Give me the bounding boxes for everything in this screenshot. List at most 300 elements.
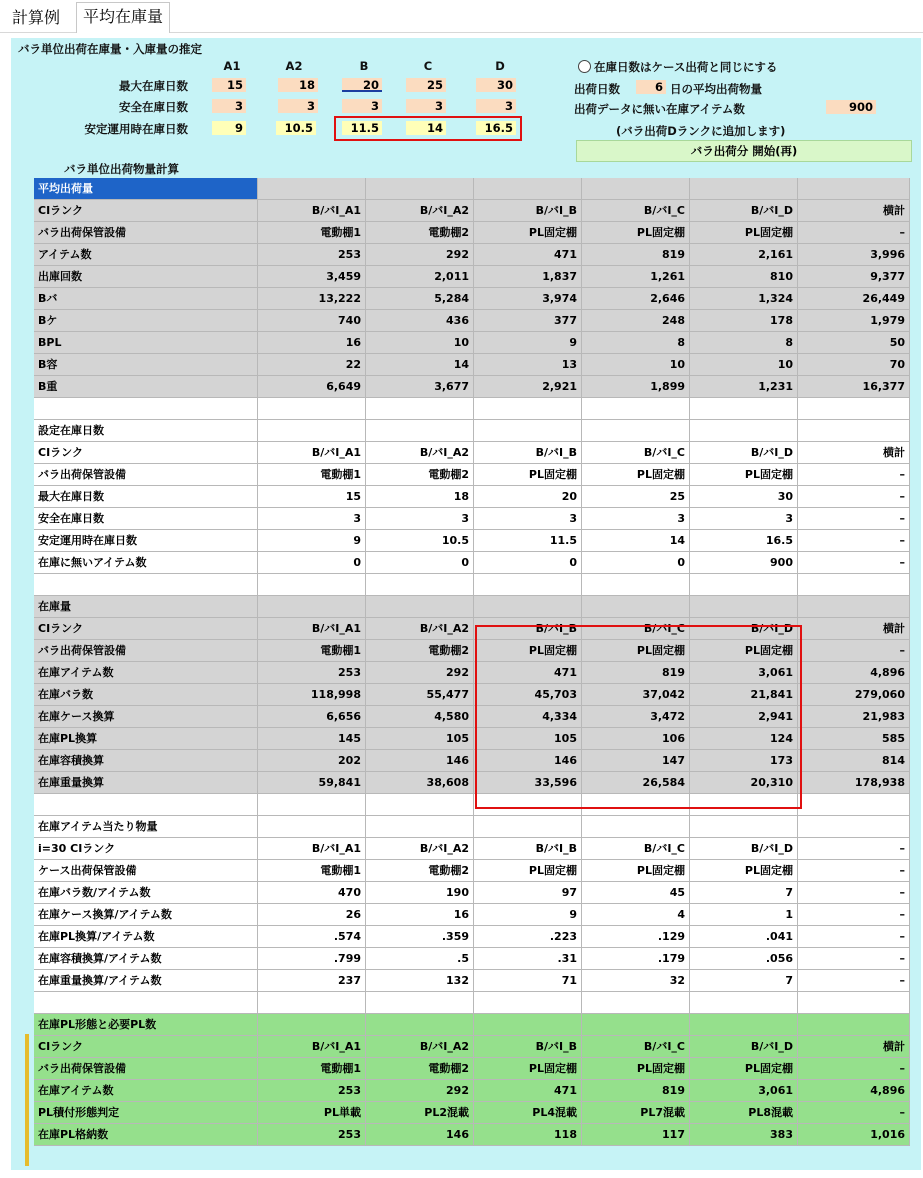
table-cell: .31 bbox=[474, 948, 582, 970]
table-cell: B/バI_A2 bbox=[366, 200, 474, 222]
table-row bbox=[34, 420, 910, 442]
table-cell: 118,998 bbox=[258, 684, 366, 706]
col-header-d: D bbox=[495, 59, 505, 73]
table-cell: – bbox=[798, 464, 910, 486]
table-row bbox=[34, 332, 910, 354]
table-cell: 248 bbox=[582, 310, 690, 332]
table-cell bbox=[582, 574, 690, 596]
table-cell: 45 bbox=[582, 882, 690, 904]
table-cell: 18 bbox=[366, 486, 474, 508]
table-cell bbox=[258, 398, 366, 420]
table-cell: 471 bbox=[474, 662, 582, 684]
table-cell: B/バI_D bbox=[690, 618, 798, 640]
table-cell: 電動棚1 bbox=[258, 860, 366, 882]
table-cell: PL固定棚 bbox=[474, 222, 582, 244]
table-cell bbox=[690, 1014, 798, 1036]
table-cell: – bbox=[798, 904, 910, 926]
table-cell: PL固定棚 bbox=[474, 464, 582, 486]
table-cell: B/バI_C bbox=[582, 442, 690, 464]
table-cell bbox=[258, 816, 366, 838]
table-cell: 147 bbox=[582, 750, 690, 772]
highlight-box-top bbox=[334, 116, 522, 141]
table-cell: 9 bbox=[258, 530, 366, 552]
table-cell: 50 bbox=[798, 332, 910, 354]
table-row bbox=[34, 442, 910, 464]
table-cell bbox=[798, 178, 910, 200]
table-cell: B/バI_A1 bbox=[258, 1036, 366, 1058]
table-cell: 45,703 bbox=[474, 684, 582, 706]
stable-days-d: 16.5 bbox=[476, 121, 516, 135]
table-cell: B/バI_D bbox=[690, 838, 798, 860]
table-cell: B/バI_A2 bbox=[366, 442, 474, 464]
table-row bbox=[34, 970, 910, 992]
max-days-a1[interactable]: 15 bbox=[212, 78, 246, 92]
table-row bbox=[34, 1124, 910, 1146]
table-cell bbox=[366, 816, 474, 838]
same-as-case-label: 在庫日数はケース出荷と同じにする bbox=[594, 60, 778, 74]
table-cell: 118 bbox=[474, 1124, 582, 1146]
table-cell: 3,472 bbox=[582, 706, 690, 728]
safety-days-c[interactable]: 3 bbox=[406, 99, 446, 113]
row-label-cell: 設定在庫日数 bbox=[34, 420, 258, 442]
table-cell: 電動棚1 bbox=[258, 1058, 366, 1080]
table-cell: 2,161 bbox=[690, 244, 798, 266]
row-label-cell bbox=[34, 992, 258, 1014]
safety-days-a1[interactable]: 3 bbox=[212, 99, 246, 113]
table-cell: 16 bbox=[366, 904, 474, 926]
table-cell: .223 bbox=[474, 926, 582, 948]
table-cell: 253 bbox=[258, 1080, 366, 1102]
table-cell: 13 bbox=[474, 354, 582, 376]
section-marker bbox=[25, 1034, 29, 1166]
table-cell: 9,377 bbox=[798, 266, 910, 288]
table-cell: 292 bbox=[366, 244, 474, 266]
table-cell: 20,310 bbox=[690, 772, 798, 794]
table-row bbox=[34, 948, 910, 970]
ship-days-suffix: 日の平均出荷物量 bbox=[670, 82, 762, 96]
table-cell bbox=[690, 574, 798, 596]
table-cell: B/バI_D bbox=[690, 200, 798, 222]
safety-days-d[interactable]: 3 bbox=[476, 99, 516, 113]
table-cell: – bbox=[798, 970, 910, 992]
tab-bar bbox=[0, 0, 923, 33]
table-cell: 横計 bbox=[798, 200, 910, 222]
table-cell: 6,649 bbox=[258, 376, 366, 398]
table-cell bbox=[690, 596, 798, 618]
table-cell: PL固定棚 bbox=[582, 640, 690, 662]
table-cell: 377 bbox=[474, 310, 582, 332]
table-cell: 32 bbox=[582, 970, 690, 992]
table-row bbox=[34, 882, 910, 904]
table-cell: 6,656 bbox=[258, 706, 366, 728]
table-row bbox=[34, 310, 910, 332]
row-label-cell: 出庫回数 bbox=[34, 266, 258, 288]
table-cell: 10.5 bbox=[366, 530, 474, 552]
max-days-b[interactable]: 20 bbox=[342, 78, 382, 92]
table-row bbox=[34, 574, 910, 596]
row-label-cell: 在庫重量換算/アイテム数 bbox=[34, 970, 258, 992]
table-cell bbox=[474, 574, 582, 596]
table-cell: .129 bbox=[582, 926, 690, 948]
table-row bbox=[34, 288, 910, 310]
table-cell: 4,896 bbox=[798, 1080, 910, 1102]
table-cell bbox=[474, 420, 582, 442]
bara-start-button[interactable]: バラ出荷分 開始(再) bbox=[576, 140, 912, 162]
table-cell bbox=[258, 596, 366, 618]
table-cell bbox=[690, 816, 798, 838]
table-cell: 3,974 bbox=[474, 288, 582, 310]
table-cell: PL固定棚 bbox=[582, 1058, 690, 1080]
table-cell: 292 bbox=[366, 1080, 474, 1102]
table-cell: B/バI_A1 bbox=[258, 200, 366, 222]
table-cell: – bbox=[798, 640, 910, 662]
table-cell: 146 bbox=[366, 750, 474, 772]
row-label-cell: 在庫ケース換算 bbox=[34, 706, 258, 728]
table-row bbox=[34, 376, 910, 398]
add-note: (バラ出荷Dランクに追加します) bbox=[616, 124, 786, 138]
table-cell: B/バI_D bbox=[690, 442, 798, 464]
table-cell bbox=[366, 992, 474, 1014]
table-cell bbox=[582, 816, 690, 838]
table-cell: 2,921 bbox=[474, 376, 582, 398]
table-cell: 13,222 bbox=[258, 288, 366, 310]
table-cell: 0 bbox=[474, 552, 582, 574]
table-cell: 26 bbox=[258, 904, 366, 926]
table-cell: PL固定棚 bbox=[690, 1058, 798, 1080]
table-cell bbox=[258, 420, 366, 442]
stable-days-label: 安定運用時在庫日数 bbox=[84, 122, 188, 136]
table-cell: 3 bbox=[474, 508, 582, 530]
table-cell: PL固定棚 bbox=[690, 222, 798, 244]
row-label-cell: CIランク bbox=[34, 618, 258, 640]
table-cell: 4,334 bbox=[474, 706, 582, 728]
row-label-cell: 在庫PL換算 bbox=[34, 728, 258, 750]
table-row bbox=[34, 1014, 910, 1036]
row-label-cell bbox=[34, 398, 258, 420]
row-label-cell: B容 bbox=[34, 354, 258, 376]
row-label-cell: CIランク bbox=[34, 442, 258, 464]
stable-days-a2: 10.5 bbox=[276, 121, 316, 135]
table-cell: – bbox=[798, 948, 910, 970]
safety-days-label: 安全在庫日数 bbox=[119, 100, 188, 114]
table-cell: 145 bbox=[258, 728, 366, 750]
table-cell: – bbox=[798, 882, 910, 904]
row-label-cell: ケース出荷保管設備 bbox=[34, 860, 258, 882]
table-cell bbox=[474, 992, 582, 1014]
table-cell bbox=[366, 574, 474, 596]
table-cell: 471 bbox=[474, 1080, 582, 1102]
table-row bbox=[34, 222, 910, 244]
table-cell: PL8混載 bbox=[690, 1102, 798, 1124]
table-cell: 279,060 bbox=[798, 684, 910, 706]
table-cell bbox=[474, 1014, 582, 1036]
max-days-c[interactable]: 25 bbox=[406, 78, 446, 92]
row-label-cell: 在庫容積換算/アイテム数 bbox=[34, 948, 258, 970]
table-row bbox=[34, 1036, 910, 1058]
table-cell: B/バI_B bbox=[474, 200, 582, 222]
row-label-cell: CIランク bbox=[34, 1036, 258, 1058]
table-row bbox=[34, 596, 910, 618]
table-cell: 190 bbox=[366, 882, 474, 904]
table-cell: 1,979 bbox=[798, 310, 910, 332]
table-cell: PL4混載 bbox=[474, 1102, 582, 1124]
table-cell: .041 bbox=[690, 926, 798, 948]
table-cell bbox=[366, 794, 474, 816]
safety-days-b[interactable]: 3 bbox=[342, 99, 382, 113]
table-cell: – bbox=[798, 926, 910, 948]
table-row bbox=[34, 266, 910, 288]
table-cell: 4,896 bbox=[798, 662, 910, 684]
table-cell bbox=[582, 398, 690, 420]
row-label-cell: i=30 CIランク bbox=[34, 838, 258, 860]
table-cell: PL固定棚 bbox=[474, 640, 582, 662]
table-cell bbox=[474, 596, 582, 618]
table-cell: 178 bbox=[690, 310, 798, 332]
table-cell bbox=[366, 178, 474, 200]
table-cell: 9 bbox=[474, 904, 582, 926]
table-cell: 146 bbox=[366, 1124, 474, 1146]
tab-average-inventory[interactable]: 平均在庫量 bbox=[76, 2, 170, 33]
table-cell: 2,646 bbox=[582, 288, 690, 310]
table-cell: 105 bbox=[474, 728, 582, 750]
table-cell: 237 bbox=[258, 970, 366, 992]
table-cell: 電動棚2 bbox=[366, 464, 474, 486]
table-cell bbox=[798, 574, 910, 596]
table-cell: 178,938 bbox=[798, 772, 910, 794]
col-header-c: C bbox=[423, 59, 433, 73]
table-cell bbox=[258, 794, 366, 816]
row-label-cell: バラ出荷保管設備 bbox=[34, 464, 258, 486]
row-label-cell: バラ出荷保管設備 bbox=[34, 640, 258, 662]
table-cell: B/バI_A2 bbox=[366, 838, 474, 860]
table-cell: B/バI_B bbox=[474, 1036, 582, 1058]
row-label-cell: 在庫に無いアイテム数 bbox=[34, 552, 258, 574]
table-cell: 1,231 bbox=[690, 376, 798, 398]
table-row bbox=[34, 992, 910, 1014]
col-header-b: B bbox=[359, 59, 369, 73]
table-cell: 電動棚2 bbox=[366, 222, 474, 244]
row-label-cell: バラ出荷保管設備 bbox=[34, 222, 258, 244]
row-label-cell: 在庫バラ数/アイテム数 bbox=[34, 882, 258, 904]
row-label-cell: 安全在庫日数 bbox=[34, 508, 258, 530]
table-cell: .359 bbox=[366, 926, 474, 948]
table-cell: 38,608 bbox=[366, 772, 474, 794]
table-cell bbox=[798, 398, 910, 420]
table-row bbox=[34, 508, 910, 530]
table-cell: B/バI_C bbox=[582, 200, 690, 222]
table-cell: 383 bbox=[690, 1124, 798, 1146]
table-cell: B/バI_A2 bbox=[366, 1036, 474, 1058]
table-cell: 25 bbox=[582, 486, 690, 508]
table-row bbox=[34, 1080, 910, 1102]
max-days-a2[interactable]: 18 bbox=[278, 78, 318, 92]
safety-days-a2[interactable]: 3 bbox=[278, 99, 318, 113]
table-cell: – bbox=[798, 530, 910, 552]
table-row bbox=[34, 552, 910, 574]
table-row bbox=[34, 464, 910, 486]
table-cell: PL固定棚 bbox=[690, 640, 798, 662]
table-cell: 585 bbox=[798, 728, 910, 750]
stable-days-b: 11.5 bbox=[342, 121, 382, 135]
row-label-cell: CIランク bbox=[34, 200, 258, 222]
table-cell bbox=[798, 794, 910, 816]
table-row bbox=[34, 904, 910, 926]
table-row bbox=[34, 200, 910, 222]
table-cell: .799 bbox=[258, 948, 366, 970]
table-cell: B/バI_A1 bbox=[258, 442, 366, 464]
table-cell bbox=[258, 1014, 366, 1036]
row-label-cell: アイテム数 bbox=[34, 244, 258, 266]
table-cell: B/バI_C bbox=[582, 1036, 690, 1058]
table-cell: 10 bbox=[690, 354, 798, 376]
stable-days-a1: 9 bbox=[212, 121, 246, 135]
table-cell: – bbox=[798, 1102, 910, 1124]
table-cell: 819 bbox=[582, 1080, 690, 1102]
table-cell: – bbox=[798, 1058, 910, 1080]
table-cell: 16.5 bbox=[690, 530, 798, 552]
table-cell: 電動棚2 bbox=[366, 860, 474, 882]
table-cell: 70 bbox=[798, 354, 910, 376]
table-cell bbox=[798, 1014, 910, 1036]
table-cell bbox=[258, 992, 366, 1014]
row-label-cell: Bバ bbox=[34, 288, 258, 310]
table-cell: 3 bbox=[582, 508, 690, 530]
row-label-cell: 在庫PL形態と必要PL数 bbox=[34, 1014, 258, 1036]
table-cell: B/バI_A2 bbox=[366, 618, 474, 640]
ship-days-input[interactable]: 6 bbox=[636, 80, 666, 94]
table-cell: 0 bbox=[582, 552, 690, 574]
max-days-d[interactable]: 30 bbox=[476, 78, 516, 92]
table-cell: PL固定棚 bbox=[474, 860, 582, 882]
table-cell: .179 bbox=[582, 948, 690, 970]
row-label-cell: 在庫ケース換算/アイテム数 bbox=[34, 904, 258, 926]
table-cell: 11.5 bbox=[474, 530, 582, 552]
table-cell bbox=[798, 420, 910, 442]
row-label-cell bbox=[34, 574, 258, 596]
row-label-cell: 在庫量 bbox=[34, 596, 258, 618]
table-row bbox=[34, 244, 910, 266]
table-cell: PL固定棚 bbox=[582, 860, 690, 882]
table-cell: 0 bbox=[366, 552, 474, 574]
table-cell: 132 bbox=[366, 970, 474, 992]
row-label-cell: 在庫PL換算/アイテム数 bbox=[34, 926, 258, 948]
no-data-items-label: 出荷データに無い在庫アイテム数 bbox=[574, 102, 745, 116]
same-as-case-radio[interactable] bbox=[578, 60, 591, 73]
table-cell: 15 bbox=[258, 486, 366, 508]
table-cell: B/バI_C bbox=[582, 838, 690, 860]
table-cell: 810 bbox=[690, 266, 798, 288]
table-cell: B/バI_B bbox=[474, 618, 582, 640]
table-cell: 10 bbox=[582, 354, 690, 376]
table-cell: 3,061 bbox=[690, 662, 798, 684]
table-cell: 電動棚2 bbox=[366, 640, 474, 662]
table-cell bbox=[798, 816, 910, 838]
table-cell: 電動棚1 bbox=[258, 640, 366, 662]
table-cell: 16 bbox=[258, 332, 366, 354]
table-cell: 7 bbox=[690, 882, 798, 904]
table-cell: .056 bbox=[690, 948, 798, 970]
table-cell: 2,011 bbox=[366, 266, 474, 288]
table-cell bbox=[258, 178, 366, 200]
table-cell: – bbox=[798, 860, 910, 882]
row-label-cell: 最大在庫日数 bbox=[34, 486, 258, 508]
table-cell bbox=[690, 178, 798, 200]
table-cell: 0 bbox=[258, 552, 366, 574]
table-cell: 14 bbox=[582, 530, 690, 552]
table-cell: 106 bbox=[582, 728, 690, 750]
table-cell: 電動棚1 bbox=[258, 464, 366, 486]
table-cell bbox=[366, 596, 474, 618]
table-cell: 10 bbox=[366, 332, 474, 354]
table-cell bbox=[798, 992, 910, 1014]
stable-days-c: 14 bbox=[406, 121, 446, 135]
table-cell: 3,459 bbox=[258, 266, 366, 288]
table-cell: 21,841 bbox=[690, 684, 798, 706]
table-cell: B/バI_B bbox=[474, 838, 582, 860]
table-cell bbox=[690, 992, 798, 1014]
table-cell: PL固定棚 bbox=[474, 1058, 582, 1080]
table-cell bbox=[258, 574, 366, 596]
table-cell bbox=[798, 596, 910, 618]
no-data-items-input[interactable]: 900 bbox=[826, 100, 876, 114]
table-cell: 55,477 bbox=[366, 684, 474, 706]
table-cell bbox=[366, 420, 474, 442]
tab-calc-example[interactable]: 計算例 bbox=[12, 8, 61, 27]
table-cell: 22 bbox=[258, 354, 366, 376]
table-cell: 16,377 bbox=[798, 376, 910, 398]
table-row bbox=[34, 816, 910, 838]
table-cell: 3,677 bbox=[366, 376, 474, 398]
table-cell: 8 bbox=[690, 332, 798, 354]
table-cell: 2,941 bbox=[690, 706, 798, 728]
section-title: バラ単位出荷在庫量・入庫量の推定 bbox=[18, 42, 202, 56]
table-cell: 26,584 bbox=[582, 772, 690, 794]
row-label-cell: PL積付形態判定 bbox=[34, 1102, 258, 1124]
table-cell: 横計 bbox=[798, 1036, 910, 1058]
table-row bbox=[34, 486, 910, 508]
table-cell: 4 bbox=[582, 904, 690, 926]
table-cell: 3,996 bbox=[798, 244, 910, 266]
table-cell bbox=[366, 398, 474, 420]
table-cell: B/バI_D bbox=[690, 1036, 798, 1058]
row-label-cell: Bケ bbox=[34, 310, 258, 332]
table-cell: 900 bbox=[690, 552, 798, 574]
table-cell: B/バI_A1 bbox=[258, 838, 366, 860]
table-cell: 30 bbox=[690, 486, 798, 508]
row-label-cell: B重 bbox=[34, 376, 258, 398]
table-cell: 横計 bbox=[798, 618, 910, 640]
table-cell: 7 bbox=[690, 970, 798, 992]
table-cell: 71 bbox=[474, 970, 582, 992]
table-cell: 105 bbox=[366, 728, 474, 750]
table-cell bbox=[366, 1014, 474, 1036]
ship-days-prefix: 出荷日数 bbox=[574, 82, 620, 96]
table-cell bbox=[690, 398, 798, 420]
table-row bbox=[34, 530, 910, 552]
table-cell: 59,841 bbox=[258, 772, 366, 794]
table-cell: 436 bbox=[366, 310, 474, 332]
table-row bbox=[34, 1058, 910, 1080]
table-row bbox=[34, 838, 910, 860]
table-cell bbox=[474, 178, 582, 200]
table-cell: 1,261 bbox=[582, 266, 690, 288]
table-cell: 124 bbox=[690, 728, 798, 750]
table-cell bbox=[582, 992, 690, 1014]
row-label-cell: 平均出荷量 bbox=[34, 178, 258, 200]
table-cell: 5,284 bbox=[366, 288, 474, 310]
highlight-box-table bbox=[475, 625, 802, 809]
table-cell: 202 bbox=[258, 750, 366, 772]
